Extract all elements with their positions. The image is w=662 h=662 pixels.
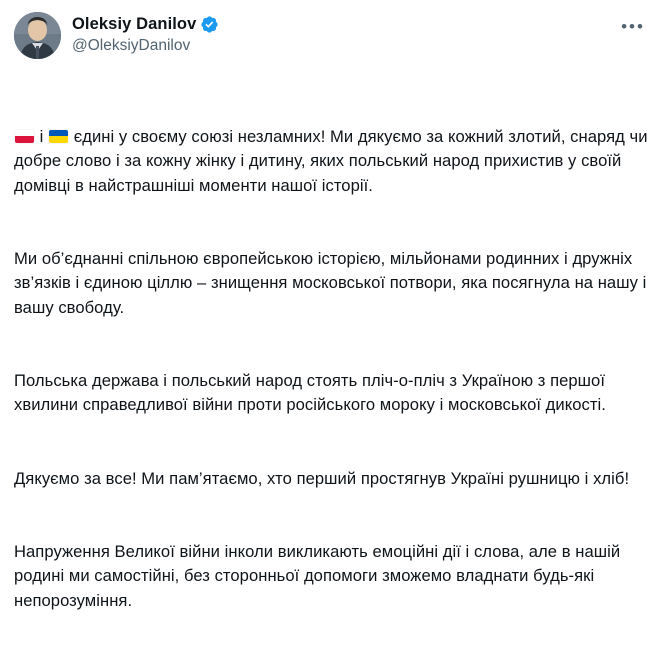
flag-poland-icon bbox=[15, 130, 34, 143]
tweet-paragraph-3: Польська держава і польський народ стоять пліч-о-пліч з Україною з першої хвилини справедливої війни проти російського мороку і московської дикості. bbox=[14, 370, 610, 415]
tweet-paragraph-1-text: єдині у своєму союзі незламних! Ми дякуємо за кожний злотий, снаряд чи добре слово і за кожну жінку і дитину, яких польський народ прихистив у своїй домівці в найстрашніші моменти нашої історії. bbox=[14, 126, 653, 195]
tweet-paragraph-4: Дякуємо за все! Ми пам’ятаємо, хто перший простягнув Україні рушницю і хліб! bbox=[14, 468, 630, 488]
more-options-icon[interactable]: ••• bbox=[621, 16, 645, 36]
author-names bbox=[72, 12, 219, 56]
tweet-header bbox=[14, 12, 648, 66]
tweet-paragraph-1 bbox=[14, 125, 653, 198]
display-name-row bbox=[72, 14, 219, 34]
tweet-text bbox=[14, 76, 653, 662]
verified-badge-icon bbox=[200, 15, 219, 34]
user-portrait-avatar-icon bbox=[14, 12, 61, 59]
flag-ukraine-icon bbox=[49, 130, 68, 143]
tweet-text-conjunction: і bbox=[35, 126, 49, 146]
display-name[interactable]: Oleksiy Danilov bbox=[72, 15, 197, 33]
tweet-paragraph-5: Напруження Великої війни інколи викликають емоційні дії і слова, але в нашій родині ми самостійні, без сторонньої допомоги зможемо владнати будь-які непорозуміння. bbox=[14, 541, 625, 610]
tweet-paragraph-2: Ми об’єднанні спільною європейською історією, мільйонами родинних і дружніх зв’язків і єдиною ціллю – знищення московської потвори, яка посягнула на нашу і вашу свободу. bbox=[14, 248, 651, 317]
author-handle[interactable]: @OleksiyDanilov bbox=[72, 37, 191, 54]
avatar[interactable] bbox=[14, 12, 61, 59]
